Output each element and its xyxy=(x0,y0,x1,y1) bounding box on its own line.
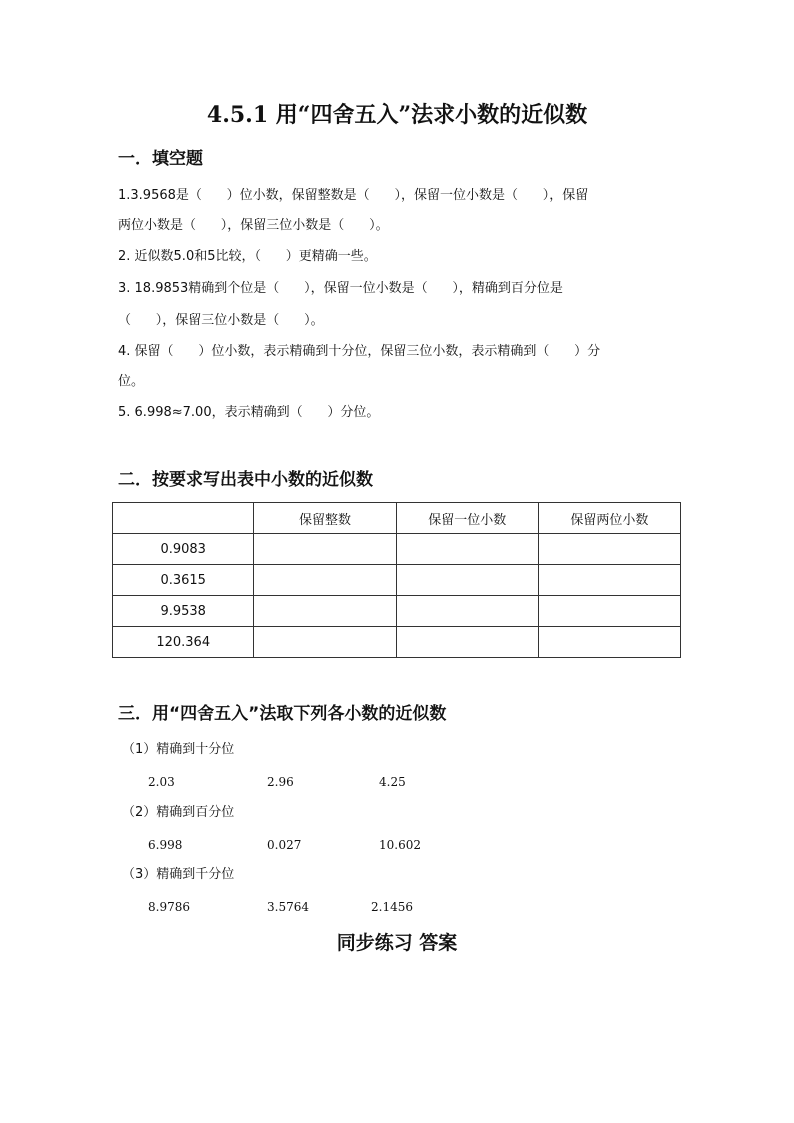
table-cell: 0.9083 xyxy=(113,534,254,565)
table-row xyxy=(113,565,681,596)
number-item: 4.25 xyxy=(379,775,406,789)
question-line: 4. 保留（ ）位小数，表示精确到十分位，保留三位小数，表示精确到（ ）分 xyxy=(118,344,601,359)
answer-cell xyxy=(396,565,538,596)
page-title: 4.5.1 用“四舍五入”法求小数的近似数 xyxy=(206,102,588,128)
table-header-cell: 保留两位小数 xyxy=(538,503,680,534)
table-header-row xyxy=(113,503,681,534)
number-item: 3.5764 xyxy=(267,900,309,914)
table-cell: 9.9538 xyxy=(113,596,254,627)
number-item: 2.96 xyxy=(267,775,294,789)
section-3-heading: 三．用“四舍五入”法取下列各小数的近似数 xyxy=(118,704,447,724)
number-item: 2.1456 xyxy=(371,900,413,914)
table-row xyxy=(113,627,681,658)
number-item: 2.03 xyxy=(148,775,175,789)
table-header-cell: 保留一位小数 xyxy=(396,503,538,534)
question-line: 1.3.9568是（ ）位小数，保留整数是（ ），保留一位小数是（ ），保留 xyxy=(118,188,589,203)
section-2-heading: 二．按要求写出表中小数的近似数 xyxy=(118,470,373,490)
answer-cell xyxy=(396,596,538,627)
answer-cell xyxy=(538,565,680,596)
number-item: 10.602 xyxy=(379,838,421,852)
question-line: 2. 近似数5.0和5比较，（ ）更精确一些。 xyxy=(118,249,377,264)
answer-cell xyxy=(396,534,538,565)
table-header-cell: 保留整数 xyxy=(254,503,396,534)
answer-cell xyxy=(538,627,680,658)
answer-cell xyxy=(254,565,396,596)
answer-cell xyxy=(538,534,680,565)
number-item: 6.998 xyxy=(148,838,183,852)
group-3-label: （3）精确到千分位 xyxy=(122,867,235,882)
question-line: 5. 6.998≈7.00，表示精确到（ ）分位。 xyxy=(118,405,380,420)
group-2-label: （2）精确到百分位 xyxy=(122,805,235,820)
answer-cell xyxy=(254,596,396,627)
answer-cell xyxy=(254,627,396,658)
question-line: 3. 18.9853精确到个位是（ ），保留一位小数是（ ），精确到百分位是 xyxy=(118,281,563,296)
table-row xyxy=(113,596,681,627)
question-line: 两位小数是（ ），保留三位小数是（ ）。 xyxy=(118,218,389,233)
table-header-cell xyxy=(113,503,254,534)
answer-cell xyxy=(254,534,396,565)
answer-cell xyxy=(396,627,538,658)
section-1-heading: 一．填空题 xyxy=(118,149,203,169)
number-item: 8.9786 xyxy=(148,900,190,914)
table-cell: 120.364 xyxy=(113,627,254,658)
table-row xyxy=(113,534,681,565)
question-line: （ ），保留三位小数是（ ）。 xyxy=(118,313,324,328)
approximation-table xyxy=(112,502,681,658)
table-cell: 0.3615 xyxy=(113,565,254,596)
number-item: 0.027 xyxy=(267,838,302,852)
group-1-label: （1）精确到十分位 xyxy=(122,742,235,757)
answer-cell xyxy=(538,596,680,627)
answers-heading: 同步练习 答案 xyxy=(336,932,458,954)
question-line: 位。 xyxy=(118,374,145,389)
